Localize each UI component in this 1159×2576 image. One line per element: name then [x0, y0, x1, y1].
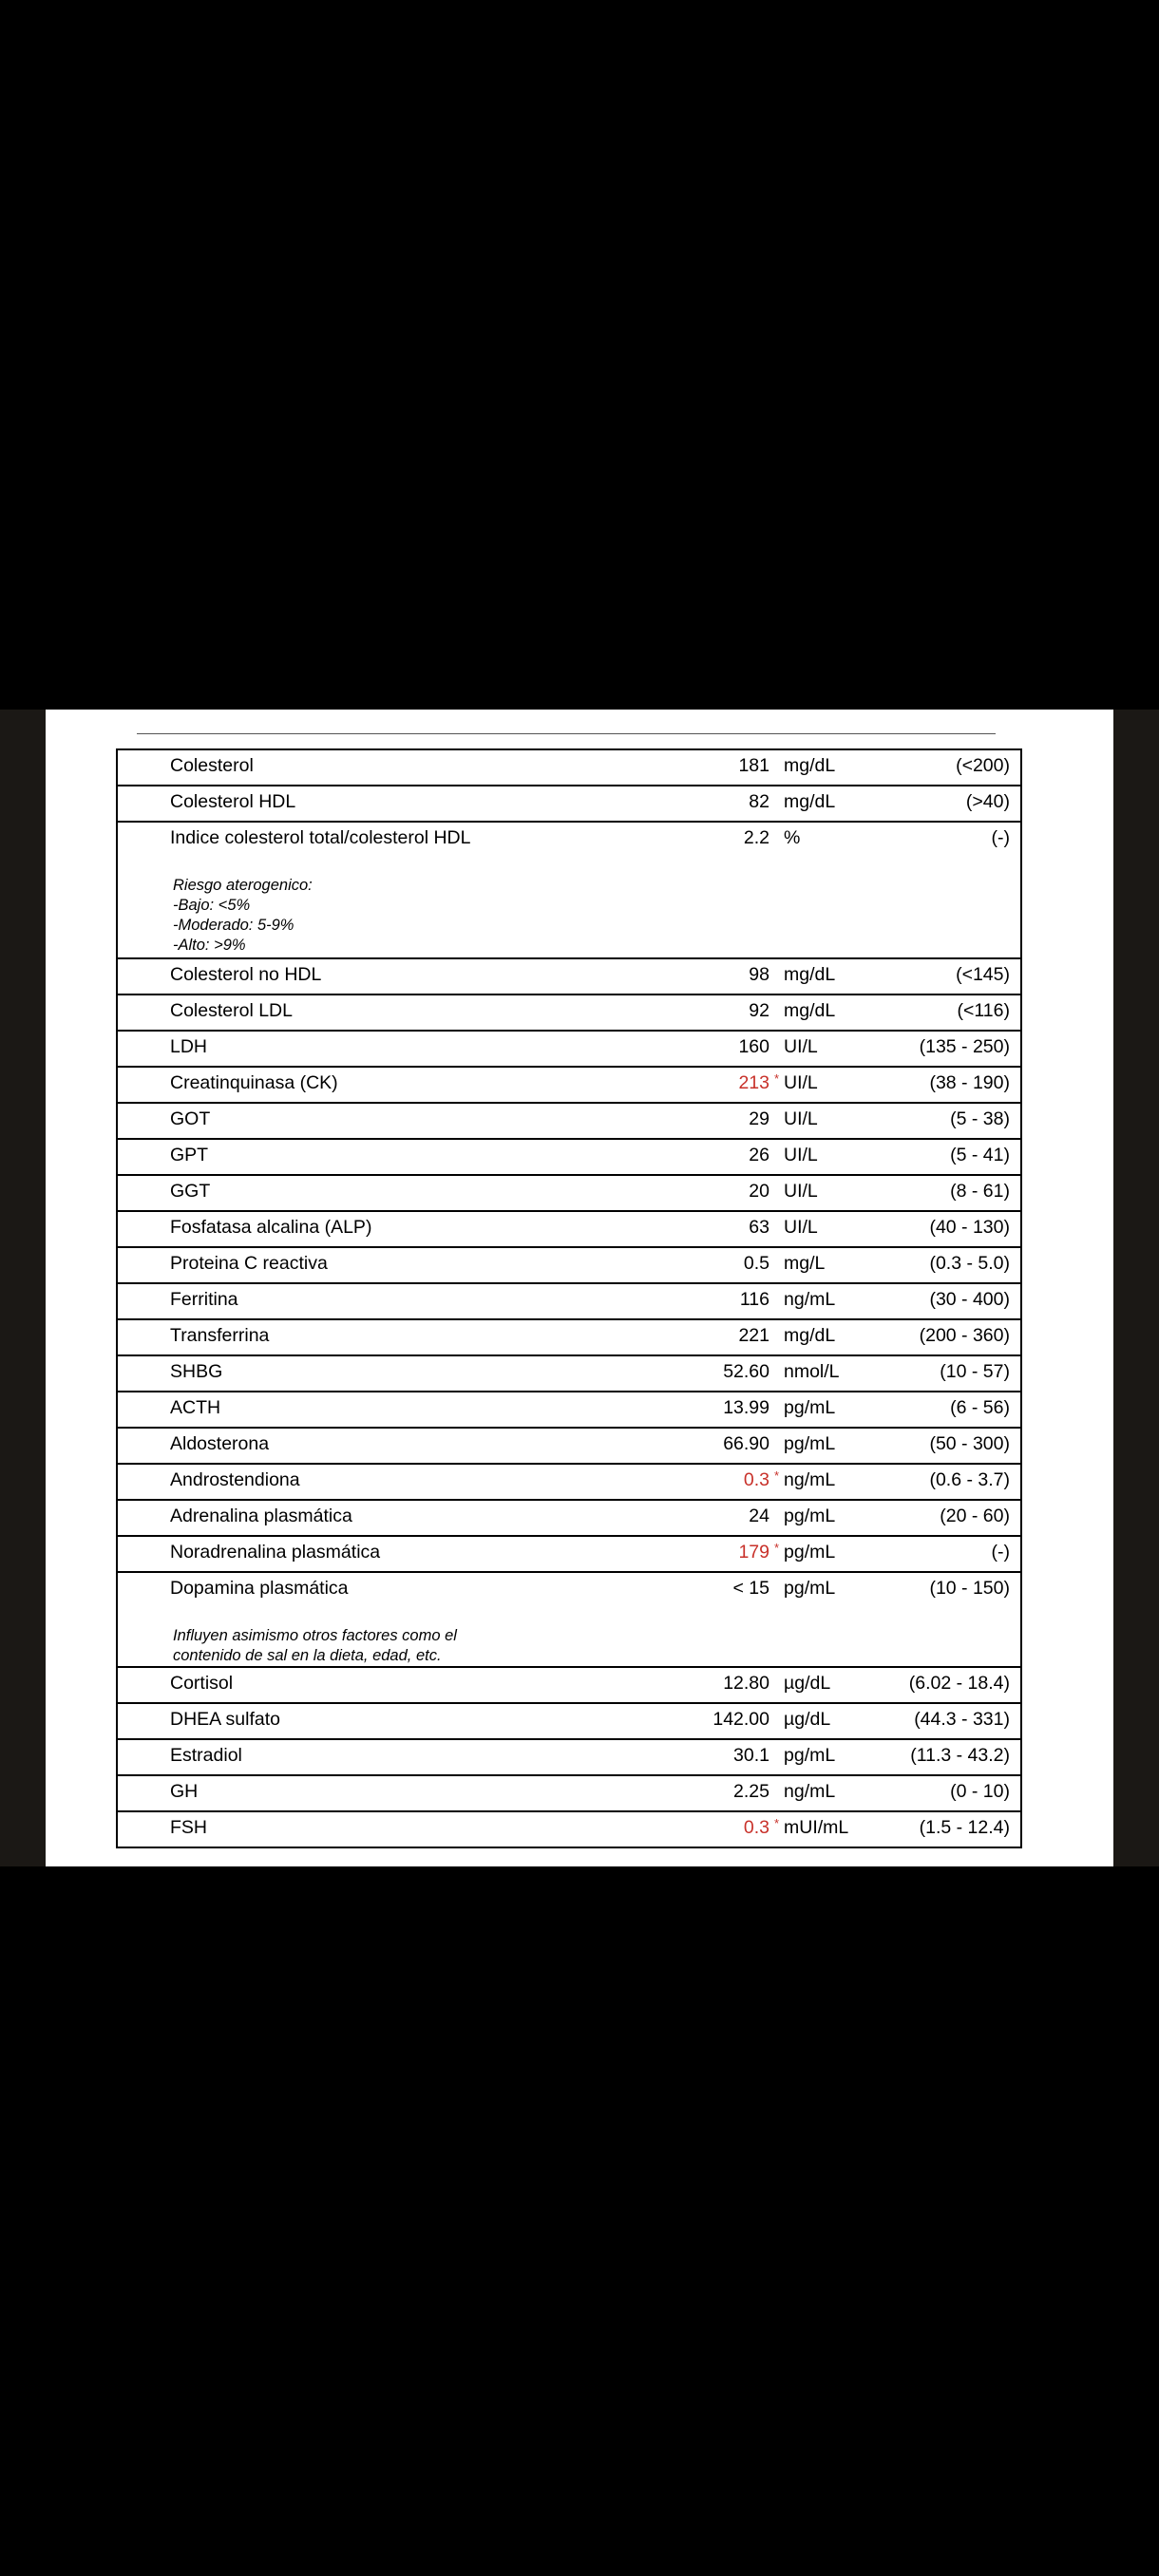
- out-of-range-flag: *: [773, 1468, 779, 1483]
- test-name: Proteina C reactiva: [170, 1253, 328, 1274]
- test-unit: pg/mL: [784, 1397, 836, 1418]
- test-value-text: 0.3: [743, 1817, 770, 1838]
- reference-range: (<145): [956, 964, 1010, 985]
- test-value: [749, 790, 770, 813]
- test-name: Colesterol no HDL: [170, 964, 322, 985]
- table-row: [118, 1668, 1020, 1704]
- table-row: [118, 1740, 1020, 1776]
- table-row: [118, 1704, 1020, 1740]
- test-value: [749, 1180, 770, 1203]
- reference-range: (5 - 41): [950, 1145, 1010, 1165]
- table-row: [118, 1776, 1020, 1812]
- test-name: Transferrina: [170, 1325, 270, 1346]
- test-name: Colesterol LDL: [170, 1000, 293, 1021]
- reference-range: (200 - 360): [919, 1325, 1010, 1346]
- reference-range: (50 - 300): [929, 1433, 1010, 1454]
- test-unit: UI/L: [784, 1108, 818, 1129]
- test-value: [733, 1780, 770, 1803]
- test-value-text: 30.1: [733, 1745, 770, 1766]
- test-unit: mg/dL: [784, 791, 836, 812]
- test-value: [738, 754, 770, 777]
- test-value-text: 12.80: [723, 1673, 770, 1694]
- reference-range: (5 - 38): [950, 1108, 1010, 1129]
- table-row: [118, 1032, 1020, 1068]
- test-value-text: 179: [738, 1542, 770, 1563]
- right-margin-bar: [1113, 710, 1159, 1866]
- test-unit: mg/dL: [784, 964, 836, 985]
- table-row: [118, 1320, 1020, 1356]
- reference-range: (0 - 10): [950, 1781, 1010, 1802]
- test-value: [712, 1708, 770, 1731]
- test-value-text: 52.60: [723, 1361, 770, 1382]
- test-value-text: 13.99: [723, 1397, 770, 1418]
- test-value-text: 26: [749, 1145, 770, 1165]
- reference-range: (-): [991, 827, 1010, 848]
- test-unit: mg/dL: [784, 1325, 836, 1346]
- test-unit: ng/mL: [784, 1781, 836, 1802]
- header-rule: [137, 733, 996, 734]
- test-name: ACTH: [170, 1397, 221, 1418]
- table-row: [118, 995, 1020, 1032]
- table-row: [118, 1212, 1020, 1248]
- test-name: Dopamina plasmática: [170, 1578, 349, 1599]
- table-row: [118, 1812, 1020, 1848]
- test-value-text: 2.25: [733, 1781, 770, 1802]
- out-of-range-flag: *: [773, 1071, 779, 1086]
- test-value-text: 221: [738, 1325, 770, 1346]
- test-name: Androstendiona: [170, 1469, 300, 1490]
- test-value: [749, 999, 770, 1022]
- test-value-text: 181: [738, 755, 770, 776]
- dopamine-note: [173, 1626, 457, 1666]
- reference-range: (40 - 130): [929, 1217, 1010, 1238]
- test-unit: UI/L: [784, 1072, 818, 1093]
- test-name: GGT: [170, 1181, 211, 1202]
- test-name: DHEA sulfato: [170, 1709, 280, 1730]
- table-row: [118, 1356, 1020, 1392]
- out-of-range-flag: *: [773, 1816, 779, 1830]
- note-line: -Bajo: <5%: [173, 897, 251, 914]
- note-line: Riesgo aterogenico:: [173, 877, 313, 894]
- reference-range: (-): [991, 1542, 1010, 1563]
- test-value: [749, 1108, 770, 1130]
- lab-report-page: [46, 710, 1113, 1866]
- note-line: Influyen asimismo otros factores como el: [173, 1627, 457, 1644]
- reference-range: (6.02 - 18.4): [908, 1673, 1010, 1694]
- reference-range: (>40): [965, 791, 1010, 812]
- test-name: LDH: [170, 1036, 208, 1057]
- note-line: -Moderado: 5-9%: [173, 917, 294, 934]
- test-unit: mg/L: [784, 1253, 826, 1274]
- test-value-text: 66.90: [723, 1433, 770, 1454]
- note-line: -Alto: >9%: [173, 937, 246, 954]
- test-name: Colesterol HDL: [170, 791, 296, 812]
- test-unit: pg/mL: [784, 1506, 836, 1526]
- test-unit: µg/dL: [784, 1709, 831, 1730]
- reference-range: (0.6 - 3.7): [929, 1469, 1010, 1490]
- out-of-range-flag: *: [773, 1541, 779, 1555]
- test-unit: %: [784, 827, 801, 848]
- test-unit: nmol/L: [784, 1361, 840, 1382]
- test-name: Colesterol: [170, 755, 254, 776]
- table-row: [118, 1537, 1020, 1573]
- test-unit: UI/L: [784, 1036, 818, 1057]
- test-value: [723, 1432, 770, 1455]
- test-value-text: 24: [749, 1506, 770, 1526]
- test-value-text: < 15: [732, 1578, 770, 1599]
- reference-range: (10 - 150): [929, 1578, 1010, 1599]
- test-name: FSH: [170, 1817, 207, 1838]
- reference-range: (6 - 56): [950, 1397, 1010, 1418]
- test-value: [738, 1541, 779, 1563]
- test-name: Creatinquinasa (CK): [170, 1072, 338, 1093]
- table-row: [118, 750, 1020, 786]
- table-row: [118, 1501, 1020, 1537]
- test-value-text: 82: [749, 791, 770, 812]
- test-value: [733, 1744, 770, 1767]
- test-name: Fosfatasa alcalina (ALP): [170, 1217, 372, 1238]
- reference-range: (0.3 - 5.0): [929, 1253, 1010, 1274]
- test-value: [749, 963, 770, 986]
- test-value: [740, 1288, 770, 1311]
- test-value: [749, 1216, 770, 1239]
- test-value-text: 116: [739, 1289, 770, 1310]
- test-unit: UI/L: [784, 1181, 818, 1202]
- table-row: [118, 959, 1020, 995]
- test-name: Noradrenalina plasmática: [170, 1542, 381, 1563]
- test-name: Aldosterona: [170, 1433, 270, 1454]
- test-value-text: 92: [749, 1000, 770, 1021]
- table-row: [118, 1140, 1020, 1176]
- test-value-text: 160: [738, 1036, 770, 1057]
- table-row: [118, 1284, 1020, 1320]
- test-unit: UI/L: [784, 1145, 818, 1165]
- test-value: [744, 826, 770, 849]
- test-value: [733, 1577, 770, 1600]
- test-unit: mUI/mL: [784, 1817, 849, 1838]
- atherogenic-risk-note: [173, 876, 313, 956]
- test-unit: ng/mL: [784, 1469, 836, 1490]
- test-unit: pg/mL: [784, 1433, 836, 1454]
- test-name: Cortisol: [170, 1673, 234, 1694]
- reference-range: (8 - 61): [950, 1181, 1010, 1202]
- test-value: [723, 1360, 770, 1383]
- reference-range: (38 - 190): [929, 1072, 1010, 1093]
- test-value: [743, 1468, 779, 1491]
- test-value-text: 0.3: [743, 1469, 770, 1490]
- table-row: [118, 1429, 1020, 1465]
- test-name: Indice colesterol total/colesterol HDL: [170, 827, 471, 848]
- test-name: GPT: [170, 1145, 209, 1165]
- test-value-text: 213: [738, 1072, 770, 1093]
- reference-range: (1.5 - 12.4): [919, 1817, 1010, 1838]
- note-line: contenido de sal en la dieta, edad, etc.: [173, 1647, 442, 1664]
- test-value: [743, 1816, 779, 1839]
- reference-range: (11.3 - 43.2): [910, 1745, 1010, 1766]
- test-value: [749, 1144, 770, 1166]
- test-value: [738, 1035, 770, 1058]
- left-margin-bar: [0, 710, 46, 1866]
- test-name: SHBG: [170, 1361, 223, 1382]
- reference-range: (20 - 60): [940, 1506, 1010, 1526]
- test-name: GOT: [170, 1108, 211, 1129]
- reference-range: (44.3 - 331): [914, 1709, 1010, 1730]
- test-unit: UI/L: [784, 1217, 818, 1238]
- reference-range: (<116): [957, 1000, 1010, 1021]
- test-name: Ferritina: [170, 1289, 238, 1310]
- test-unit: mg/dL: [784, 755, 836, 776]
- test-name: GH: [170, 1781, 199, 1802]
- test-value: [723, 1396, 770, 1419]
- test-name: Adrenalina plasmática: [170, 1506, 352, 1526]
- table-row: [118, 1248, 1020, 1284]
- table-row: [118, 1104, 1020, 1140]
- lab-results-table: [116, 748, 1022, 1848]
- test-value-text: 63: [749, 1217, 770, 1238]
- test-value-text: 142.00: [712, 1709, 770, 1730]
- test-value: [744, 1252, 770, 1275]
- reference-range: (135 - 250): [919, 1036, 1010, 1057]
- test-unit: pg/mL: [784, 1542, 836, 1563]
- reference-range: (10 - 57): [940, 1361, 1010, 1382]
- table-row: [118, 1176, 1020, 1212]
- table-row: [118, 1465, 1020, 1501]
- test-unit: ng/mL: [784, 1289, 836, 1310]
- table-row: [118, 823, 1020, 959]
- test-name: Estradiol: [170, 1745, 242, 1766]
- test-value: [749, 1505, 770, 1527]
- test-unit: µg/dL: [784, 1673, 831, 1694]
- test-value-text: 2.2: [743, 827, 770, 848]
- test-value-text: 29: [749, 1108, 770, 1129]
- table-row: [118, 1573, 1020, 1668]
- test-value-text: 0.5: [743, 1253, 770, 1274]
- test-value-text: 98: [749, 964, 770, 985]
- test-value-text: 20: [749, 1181, 770, 1202]
- test-value: [738, 1324, 770, 1347]
- table-row: [118, 1068, 1020, 1104]
- reference-range: (<200): [956, 755, 1010, 776]
- test-value: [738, 1071, 779, 1094]
- test-unit: pg/mL: [784, 1578, 836, 1599]
- table-row: [118, 1392, 1020, 1429]
- table-row: [118, 786, 1020, 823]
- test-value: [723, 1672, 770, 1695]
- reference-range: (30 - 400): [929, 1289, 1010, 1310]
- test-unit: pg/mL: [784, 1745, 836, 1766]
- test-unit: mg/dL: [784, 1000, 836, 1021]
